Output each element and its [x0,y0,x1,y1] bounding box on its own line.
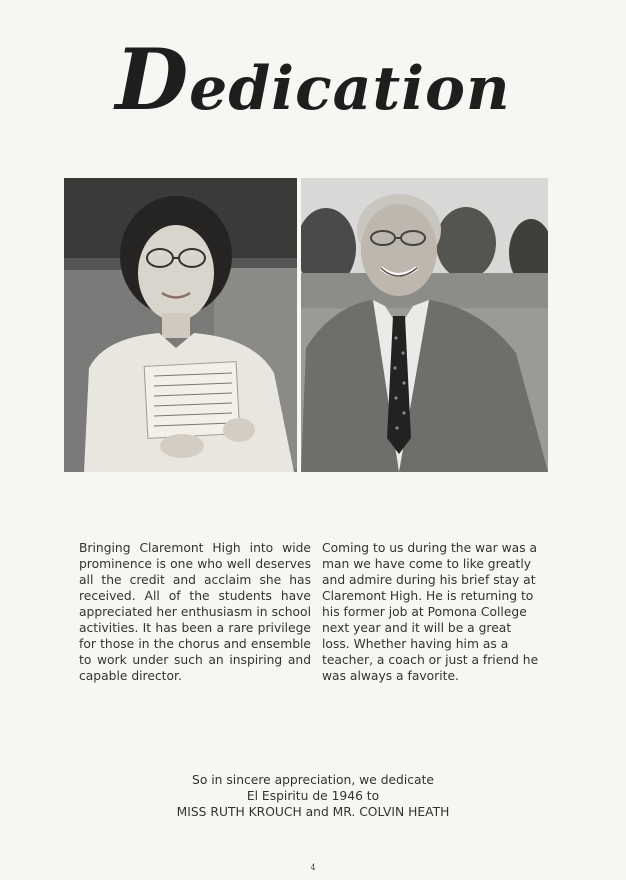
page-number: 4 [310,863,316,872]
page-title [0,30,626,129]
closing-line-2: El Espiritu de 1946 to [246,789,380,803]
title-initial: D [115,30,190,129]
closing-line-3: MISS RUTH KROUCH and MR. COLVIN HEATH [176,805,450,819]
photo-man-image [301,178,548,472]
closing-dedication [0,772,626,820]
dedication-paragraph-left: Bringing Claremont High into wide prominence is one who well deserves all the credit and acclaim she has received. All of the students have appreciated her enthusiasm in school activities. It has been a rare privilege for those in the chorus and ensemble to work under such an inspiring and capable director. [79,541,311,684]
photo-man [301,178,548,472]
photo-woman [64,178,297,472]
dedication-paragraph-right: Coming to us during the war was a man we have come to like greatly and admire during his brief stay at Claremont High. He is returning to his former job at Pomona College next year and it will be a great loss. Whether having him as a teacher, a coach or just a friend he was always a favorite. [322,541,539,684]
closing-line-1: So in sincere appreciation, we dedicate [192,773,434,787]
photo-woman-image [64,178,297,472]
title-rest: edication [189,54,511,124]
